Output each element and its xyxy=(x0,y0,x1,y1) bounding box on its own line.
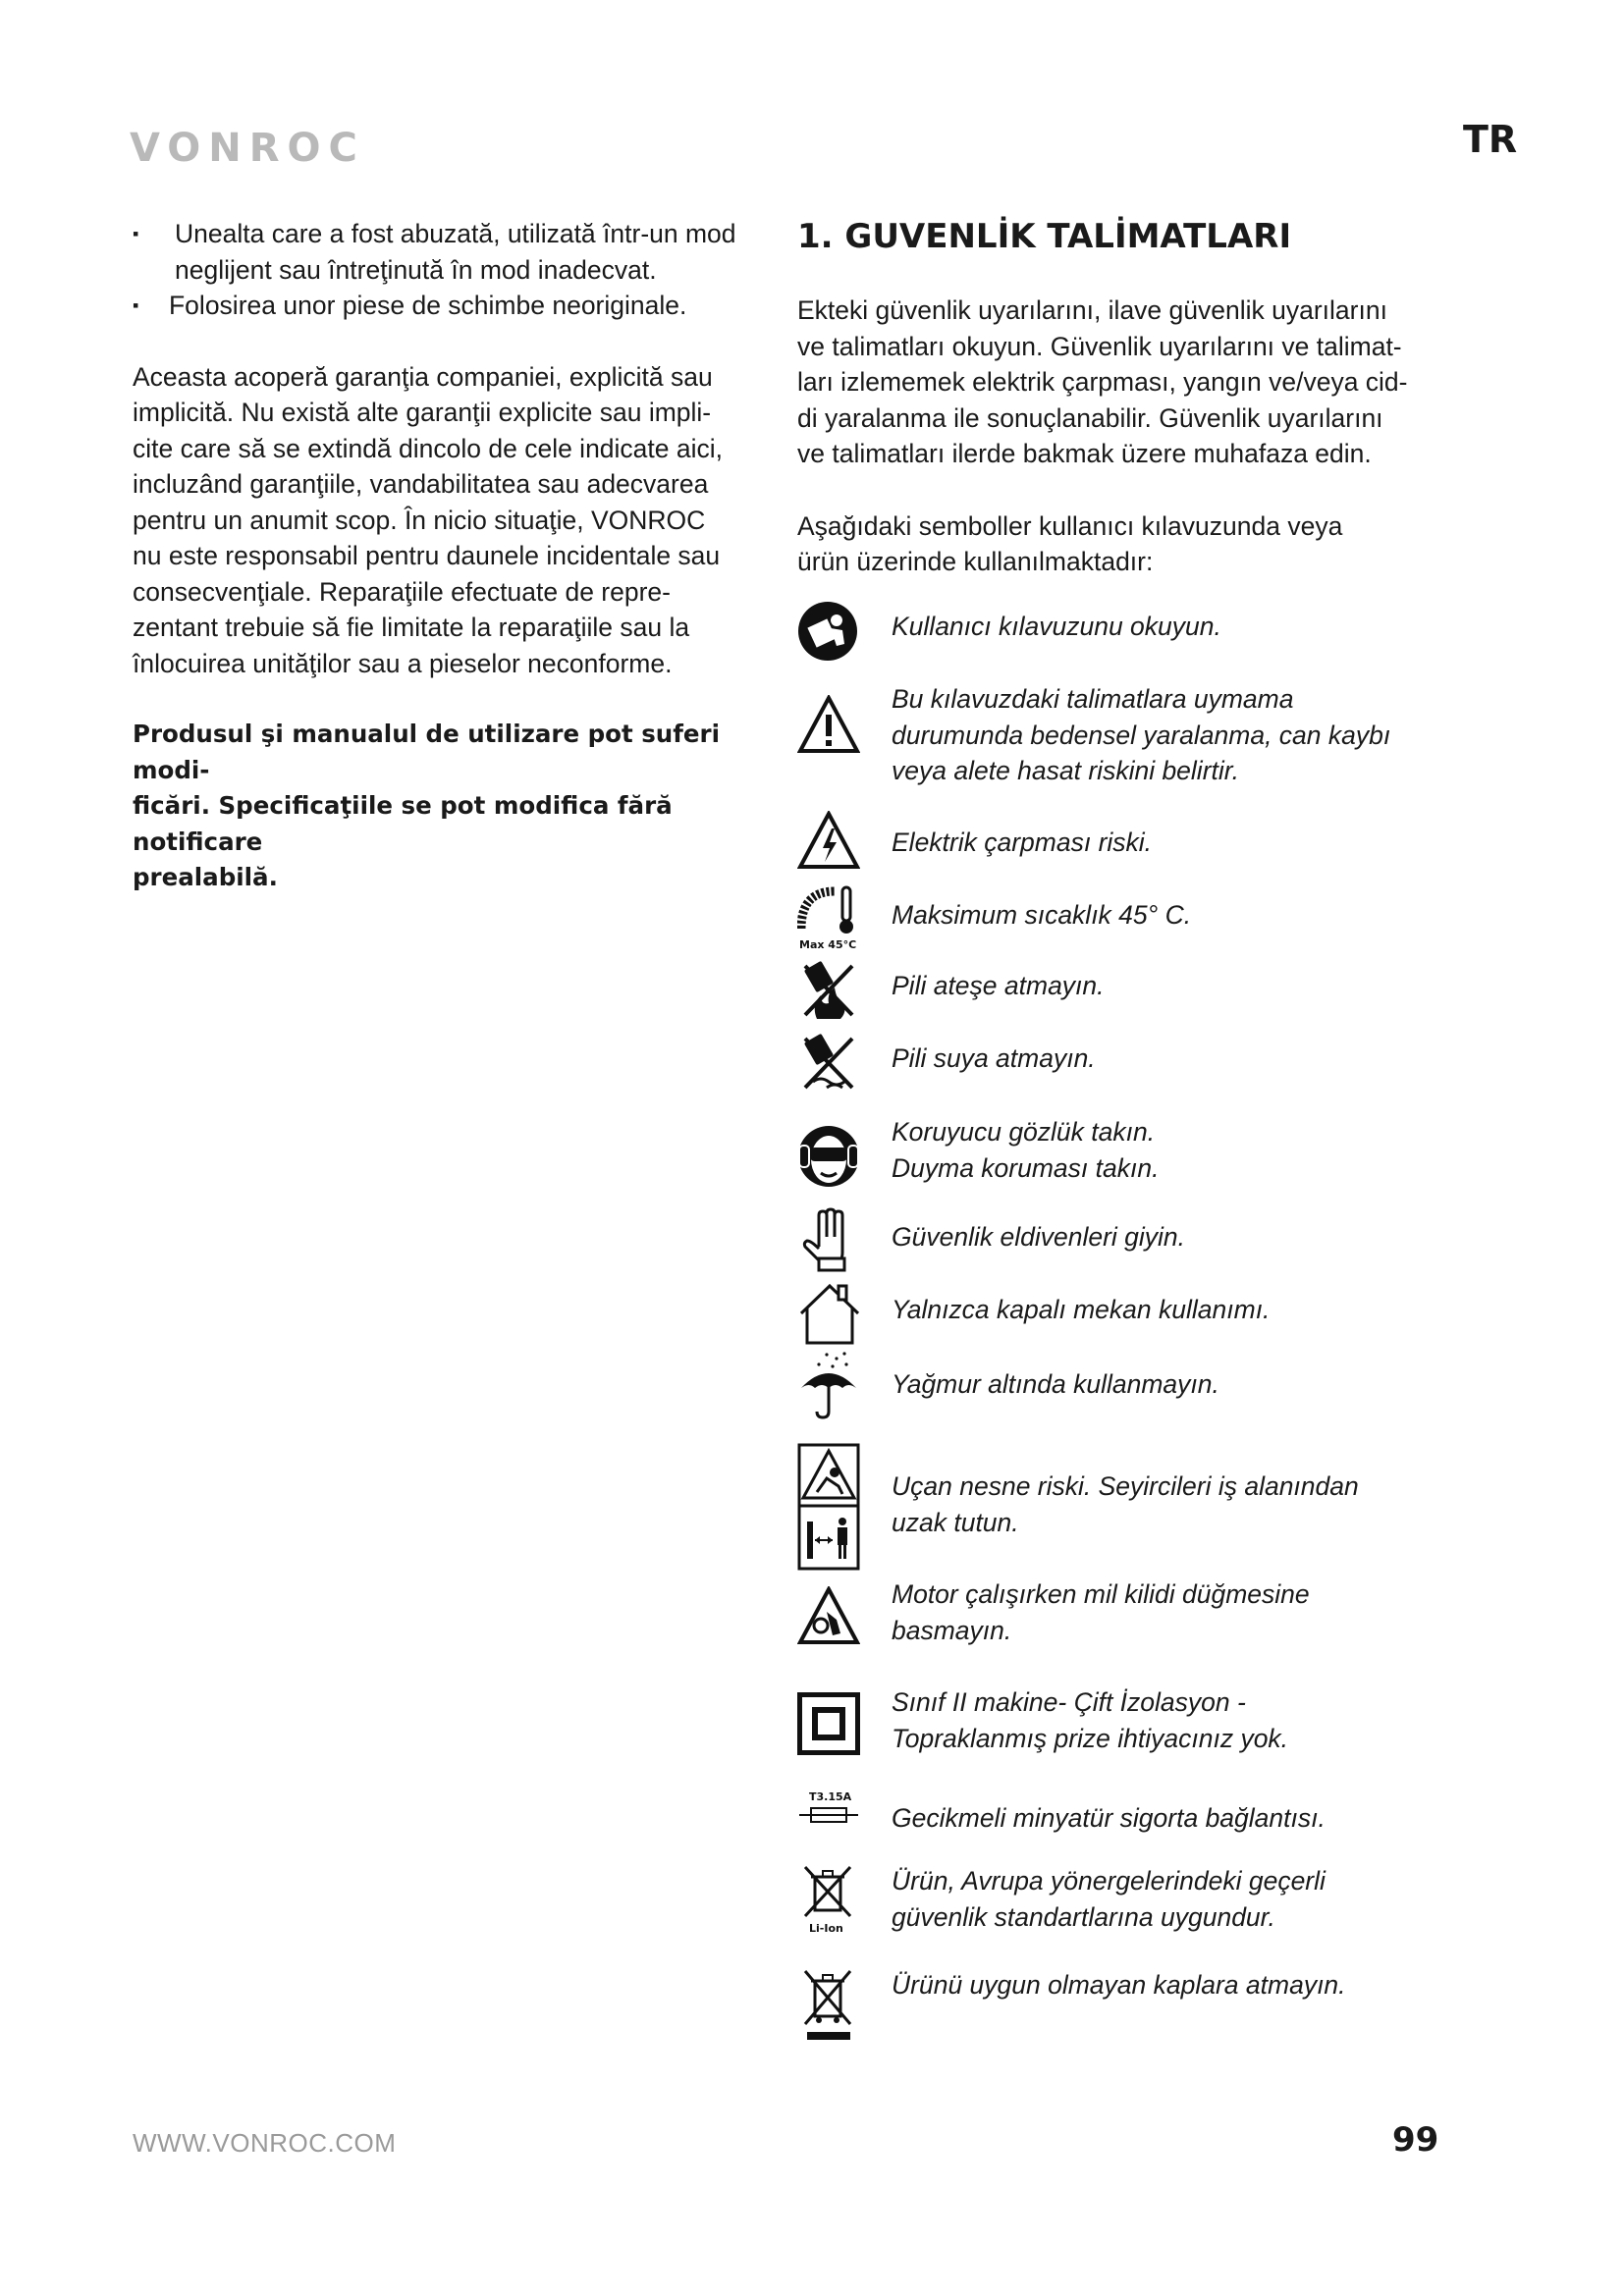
symbol-text: Ürün, Avrupa yönergelerindeki geçerli xyxy=(892,1866,1326,1896)
symbol-row xyxy=(797,1114,1485,1183)
text-line: pentru un anumit scop. În nicio situaţie, VONROC xyxy=(133,505,706,535)
text-line: consecvenţiale. Reparaţiile efectuate de repre- xyxy=(133,576,671,607)
symbol-row xyxy=(797,1967,1485,2000)
symbol-text: güvenlik standartlarına uygundur. xyxy=(892,1901,1275,1932)
symbol-text: Pili ateşe atmayın. xyxy=(892,971,1105,1000)
symbol-row xyxy=(797,601,1485,641)
text-line: nu este responsabil pentru daunele incidentale sau xyxy=(133,541,721,570)
symbol-text: durumunda bedensel yaralanma, can kaybı xyxy=(892,720,1391,750)
symbol-text: Gecikmeli minyatür sigorta bağlantısı. xyxy=(892,1803,1326,1833)
vonroc-logo: VONROC xyxy=(130,126,365,171)
symbol-text: Bu kılavuzdaki talimatlara uymama xyxy=(892,684,1294,714)
max-temperature-icon xyxy=(797,885,862,950)
indoor-use-icon xyxy=(797,1280,862,1345)
no-rain-icon xyxy=(797,1351,862,1419)
read-manual-icon xyxy=(797,601,862,662)
symbol-text: Uçan nesne riski. Seyircileri iş alanından xyxy=(892,1471,1359,1501)
symbol-row xyxy=(797,885,1485,950)
goggles-ear-protection-icon xyxy=(797,1124,862,1189)
footer-url: WWW.VONROC.COM xyxy=(133,2128,397,2158)
page-number: 99 xyxy=(1392,2120,1439,2160)
section-heading: 1. GUVENLİK TALİMATLARI xyxy=(797,217,1292,256)
symbol-text: Güvenlik eldivenleri giyin. xyxy=(892,1222,1186,1252)
symbol-text: Elektrik çarpması riski. xyxy=(892,828,1153,857)
language-code: TR xyxy=(1463,118,1518,161)
no-fire-battery-icon xyxy=(797,958,862,1021)
symbol-text: Maksimum sıcaklık 45° C. xyxy=(892,900,1192,930)
symbol-text: uzak tutun. xyxy=(892,1507,1019,1537)
fuse-icon xyxy=(797,1789,862,1828)
fuse-label: T3.15A xyxy=(809,1790,852,1803)
warning-triangle-icon xyxy=(797,695,862,754)
symbol-text: Yalnızca kapalı mekan kullanımı. xyxy=(892,1295,1271,1324)
text-line: Produsul şi manualul de utilizare pot suferi modi- xyxy=(133,720,721,784)
warranty-paragraph xyxy=(133,359,771,682)
weee-bin-icon xyxy=(797,1967,862,2042)
text-line: înlocuirea unităţilor sau a pieselor neconforme. xyxy=(133,648,673,678)
electric-shock-icon xyxy=(797,811,862,870)
temperature-label: Max 45°C xyxy=(799,938,857,950)
intro-paragraph xyxy=(797,293,1445,472)
symbol-text: Motor çalışırken mil kilidi düğmesine xyxy=(892,1579,1310,1609)
symbol-row xyxy=(797,1207,1485,1252)
text-line: ları izlememek elektrik çarpması, yangın ve/veya cid- xyxy=(797,367,1408,397)
symbol-row xyxy=(797,1789,1485,1833)
left-column xyxy=(133,216,771,896)
class-ii-icon xyxy=(797,1692,862,1755)
spindle-lock-icon xyxy=(797,1586,862,1645)
text-line: ve talimatları okuyun. Güvenlik uyarılarını ve talimat- xyxy=(797,331,1402,361)
symbol-text: Yağmur altında kullanmayın. xyxy=(892,1369,1219,1399)
notice-paragraph xyxy=(133,717,771,896)
symbol-row xyxy=(797,1351,1485,1399)
symbol-text: Duyma koruması takın. xyxy=(892,1152,1160,1183)
no-water-battery-icon xyxy=(797,1031,862,1094)
symbols-intro xyxy=(797,508,1445,580)
text-line: ve talimatları ilerde bakmak üzere muhafaza edin. xyxy=(797,439,1372,468)
right-column xyxy=(797,214,1445,580)
symbol-text: veya alete hasat riskini belirtir. xyxy=(892,756,1239,785)
list-item: ▪ Unealta care a fost abuzată, utilizată într-un mod neglijent sau întreţinută în mod inadecvat. xyxy=(133,216,771,288)
text-line: ürün üzerinde kullanılmaktadır: xyxy=(797,547,1154,576)
symbol-text: Sınıf II makine- Çift İzolasyon - xyxy=(892,1687,1246,1717)
text-line: ficări. Specificaţiile se pot modifica fără notificare xyxy=(133,791,673,856)
symbol-text: Topraklanmış prize ihtiyacınız yok. xyxy=(892,1723,1289,1753)
symbol-row xyxy=(797,1280,1485,1324)
text-line: Ekteki güvenlik uyarılarını, ilave güvenlik uyarılarını xyxy=(797,295,1387,325)
symbol-text: Ürünü uygun olmayan kaplara atmayın. xyxy=(892,1970,1346,2000)
symbol-row xyxy=(797,1684,1485,1753)
text-line: incluzând garanţiile, vandabilitatea sau adecvarea xyxy=(133,469,709,499)
text-line: zentant trebuie să fie limitate la reparaţiile sau la xyxy=(133,613,690,642)
li-ion-disposal-icon xyxy=(797,1863,862,1936)
bullet-list xyxy=(133,216,771,324)
list-item: ▪ Folosirea unor piese de schimbe neoriginale. xyxy=(133,288,771,324)
symbol-row xyxy=(797,1863,1485,1935)
symbol-row xyxy=(797,681,1485,785)
text-line: Aşağıdaki semboller kullanıcı kılavuzunda veya xyxy=(797,510,1343,541)
symbol-row xyxy=(797,1031,1485,1073)
text-line: prealabilă. xyxy=(133,863,278,891)
text-line: Aceasta acoperă garanţia companiei, explicită sau xyxy=(133,361,713,392)
flying-objects-icon xyxy=(797,1443,862,1571)
symbol-text: Kullanıcı kılavuzunu okuyun. xyxy=(892,612,1221,641)
text-line: cite care să se extindă dincolo de cele indicate aici, xyxy=(133,433,724,463)
text-line: implicită. Nu există alte garanţii explicite sau impli- xyxy=(133,398,712,427)
text-line: di yaralanma ile sonuçlanabilir. Güvenlik uyarılarını xyxy=(797,402,1383,433)
safety-gloves-icon xyxy=(797,1207,862,1272)
symbol-row xyxy=(797,1576,1485,1645)
symbol-row xyxy=(797,1443,1485,1537)
symbol-row xyxy=(797,811,1485,857)
li-ion-label: Li-Ion xyxy=(809,1922,843,1935)
symbol-text: Koruyucu gözlük takın. xyxy=(892,1117,1156,1147)
symbol-text: Pili suya atmayın. xyxy=(892,1043,1096,1073)
symbol-text: basmayın. xyxy=(892,1615,1012,1645)
symbol-row xyxy=(797,958,1485,1000)
